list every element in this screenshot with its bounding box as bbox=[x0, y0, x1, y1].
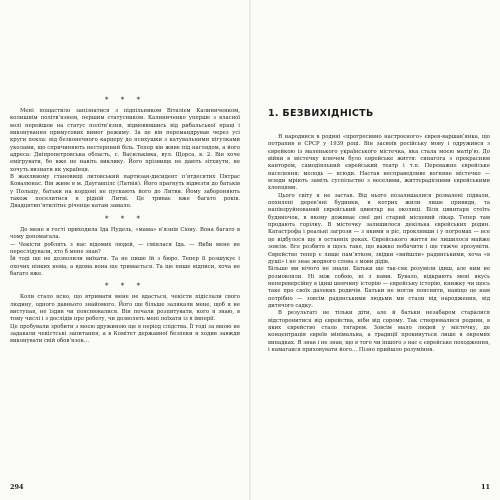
right-paragraph-3: В результаті не тільки діти, але й батьки незабаром старалися відсторонитися від єврейства, ніби від сорому. Так створювалися родини, в яких єврейство стало тягарем. Зовсім мало людей у містечку, де концентрація євреїв мінімальна, а традиції прокинуться лише в окремих випадках. Я знав і не знав, що в того чи іншого з нас є єврейське походження, і намагався приховувати його… Пізно прийшло розуміння. bbox=[268, 310, 490, 353]
right-paragraph-2: Цього світу я не застав. Від нього позалишалися розвалені підвали, похилені дерев’яні будинки, в котрих жили лише привиди, та напівзруйнований єврейський цвинтар на околиці. Біля цвинтаря стоїть будиночок, в якому доживає свої дні старий місцевий лікар. Тепер там продають горілку. В містечку залишилося декілька єврейських родин. Катастрофа і реальні загрози — з якими я ріс, проклявши і у погромах — все це відбулося ще в останніх роках. Єврейського життя не лишилося майже зовсім. Все розбито в щось таке, що важко побачити і ще тяжче зрозуміти. Єврейство тепер є лише пам’ятком, звідки «вийшли» радянськими, хоча «в душі» і не знає жодного слова з мови дідів. Більше ми нічого не знали. Батьки ще так-сяк розуміли ідиш, але ним не розмовляли. Ні між собою, ні з нами. Бувало, відкриють мені якусь непереверсійну в ідиш шевчину історію — єврейську історію, книжку чи щось таке про своїх далеких родичів. Батьки не могли пояснити, навіщо це нам потрібно — зовсім радянськими людьми ми стали від народження, від дитячого садку. bbox=[268, 192, 490, 309]
left-paragraph-3: До мене в гості приходила Іда Нудель, «мама» в’язнів Сіону. Вона багато в чому допомагала. — Чекісти роблять з нас відомих людей, — сміялася Іда. — Якби мене не переслідували, хто б мене знав? Їй тоді ще не дозволили виїхати. Та не пише їй з бюро. Тепер її розшукує і охочих ніяких нема, а вдома вона ще тримається. Та ще пише відписи, хоча не багато вже. bbox=[10, 226, 240, 277]
page-number-left: 294 bbox=[10, 483, 24, 491]
chapter-heading: 1. БЕЗВИХІДНІСТЬ bbox=[268, 108, 374, 119]
left-paragraph-2: Мені пощастило запізнатися з підпільником Віталієм Калиниченком, колишнім політв’язнем, першим статусником. Калиниченко уперше з власної волі перейшов на статус політв’язня, відмовившись від рибальської праці і виконування примусових вимог режиму. За це він перемандрував через усі круги пекла: від безконечного карцеру до психушки з катувальними пігулками уколами, що спричиняють нестерпний біль. Тепер він живе під наглядом, а його адреса: Дніпропетровська область, с. Васильківка, вул. Щорса, в. 2. Він хоче емігрувати, бо вже не навіть виклику. Його прізвище не дають зітхнути, не хочуть визнати як українця. В жахливому становищі литовський партизан-дисидент п’ятдесятих Пятрас Ковалюнас. Він живе в м. Даугавпілс (Латвія). Його прагнуть відвезти до батьків у Польщу, батьки на кордоні не пускають його до Литви. Йому забороняють також поселитися в рідній Литві. Це триває вже багато років. Двадцятип’ятилітнє річенце катам замало. bbox=[10, 108, 240, 210]
section-divider: * * * bbox=[105, 214, 145, 223]
section-divider: * * * bbox=[105, 282, 145, 291]
left-paragraph-4: Коли стало ясно, що втримати мене не вдасться, чекісти підіслали свого людину, одного давнього знайомого. Його ще більше залякали мене, щоб я не виступав, не їздив чи пояснювалися. Він почали розпитувати, кого я знаю, в тому числі і з дослідів про роботу, чи дозволять мені поїхати із в імперії. Це пробували зробити з моєю дружиною ще в період слідства. Її тоді за мною не задавали чекістські запитання, а в Комітет державної безпеки я ходив завжди виконувати свій обов’язок… bbox=[10, 294, 240, 345]
section-divider: * * * bbox=[105, 96, 145, 104]
page-number-right: 11 bbox=[480, 483, 490, 491]
right-paragraph-1: Я народився в родині «прогресивно настроєного» єврея-варшав’янка, що потрапив в СРСР у 1939 році. Він засвоїв російську мову і одружився з єврейкою із маленького українського містечка, яка стала моєю матір’ю. До війни в містечку ключем було єврейське життя: синагога з прекрасним кантором, самодіяльний єврейський театр і т.п. Переважне єврейське населення: молодь — всюди. Настав несправедливе вогняне містечко — всюди мріють заміть суспільство з веселими, життєрадісними єврейськими хлопцями. bbox=[268, 134, 490, 192]
right-page bbox=[250, 0, 500, 500]
